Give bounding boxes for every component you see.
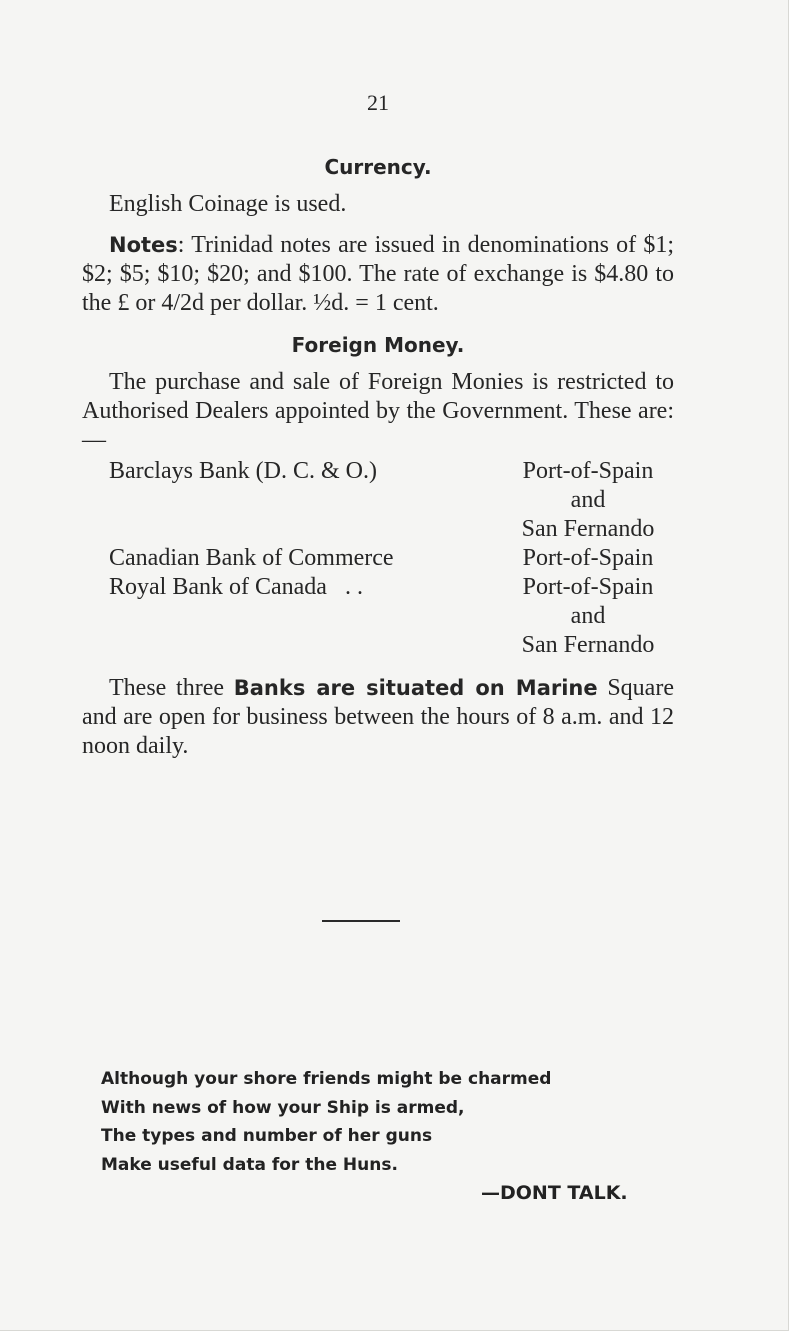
notes-label: Notes (109, 233, 178, 257)
dealer-location-line: and (570, 487, 606, 513)
dealer-location (502, 573, 674, 660)
warning-poem (101, 1065, 551, 1179)
dealer-name: Canadian Bank of Commerce (109, 545, 394, 571)
foreign-money-heading: Foreign Money. (291, 333, 465, 357)
dealer-location (502, 457, 674, 544)
poem-line: The types and number of her guns (101, 1126, 433, 1146)
dealer-location-line: San Fernando (521, 632, 655, 658)
notes-paragraph (82, 231, 674, 318)
dealer-location-line: Port-of-Spain (522, 458, 654, 484)
coinage-paragraph: English Coinage is used. (109, 191, 347, 217)
banks-paragraph (82, 674, 674, 761)
dealer-row (82, 457, 674, 544)
dealer-location-line: San Fernando (521, 516, 655, 542)
dealer-row (82, 573, 674, 660)
dealer-name: Royal Bank of Canada . . (109, 574, 363, 600)
foreign-money-intro: The purchase and sale of Foreign Monies is restricted to Authorised Dealers appointed by the Government. These are:— (82, 369, 674, 453)
dealer-row (82, 544, 674, 573)
dealer-name: Barclays Bank (D. C. & O.) (109, 458, 377, 484)
poem-line: Although your shore friends might be charmed (101, 1069, 552, 1089)
banks-text-bold: Banks are situated on Marine (233, 676, 598, 700)
banks-text-end: Square and are open for business between the hours of 8 a.m. and 12 noon daily. (82, 675, 674, 759)
poem-signoff: —DONT TALK. (481, 1182, 628, 1204)
dealer-location-line: Port-of-Spain (522, 545, 654, 571)
currency-heading: Currency. (324, 155, 432, 179)
dealer-location-line: and (570, 603, 606, 629)
page-content (82, 88, 674, 761)
banks-text-start: These three (109, 675, 234, 701)
poem-line: With news of how your Ship is armed, (101, 1097, 465, 1118)
dealer-location-line: Port-of-Spain (522, 574, 654, 600)
notes-text: : Trinidad notes are issued in denominations of $1; $2; $5; $10; $20; and $100. The rate of exchange is $4.80 to the £ or 4/2d per dollar. ½d. = 1 cent. (82, 232, 674, 316)
poem-line: Make useful data for the Huns. (101, 1154, 398, 1175)
dealer-location (502, 544, 674, 573)
dealer-list (82, 457, 674, 660)
page-number: 21 (367, 90, 389, 115)
section-divider (322, 920, 400, 922)
